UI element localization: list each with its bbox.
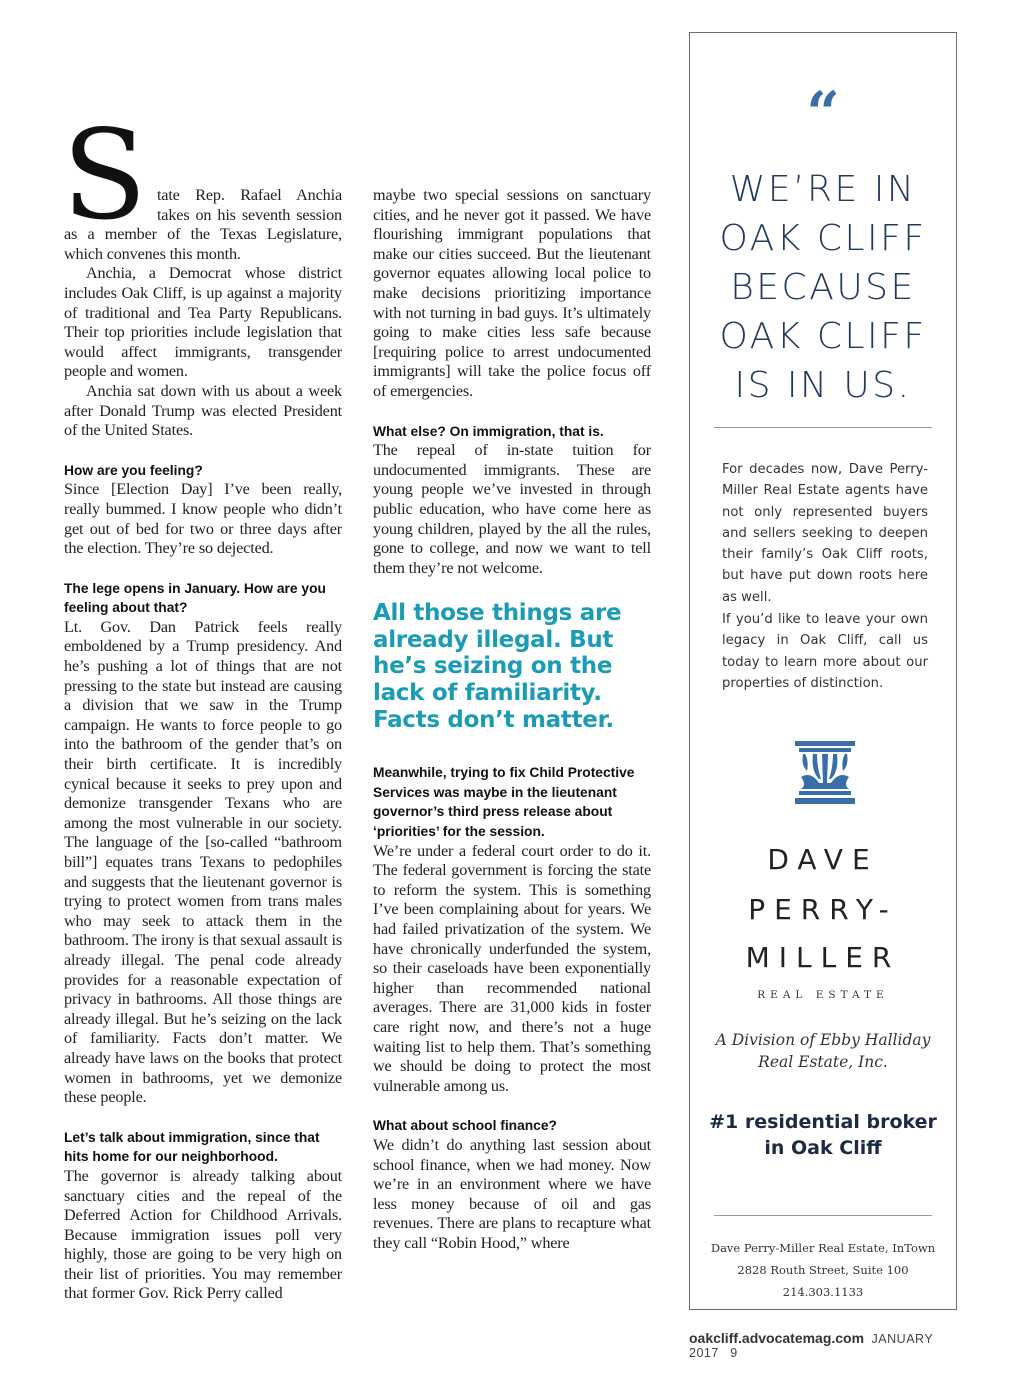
- tagline-line: #1 residential broker: [709, 1111, 937, 1133]
- drop-cap: S: [62, 104, 147, 248]
- ad-paragraph-decades: For decades now, Dave Perry-Miller Real Estate agents have not only represented buyers and sellers seeking to deepen their family’s Oak Cliff roots, but have put down roots here as well.: [722, 462, 928, 605]
- page-footer: [689, 1330, 957, 1360]
- answer-feeling: Since [Election Day] I’ve been really, really bummed. I know people who didn’t get out of bed for two or three days after the election. They’re so dejected.: [64, 480, 342, 558]
- question-cps: Meanwhile, trying to fix Child Protective Services was maybe in the lieutenant governor’s third press release about ‘priorities’ for the session.: [373, 765, 635, 840]
- answer-cps: We’re under a federal court order to do it. The federal government is forcing the state to reform the system. This is something I’ve been complaining about for years. We had failed privatization of the system. We have chronically underfunded the system, so their caseloads have been exponentially higher than recommended national averages. There are 31,000 kids in foster care right now, and there’s not a huge waiting list to help them. That’s something we should be doing to protect the most vulnerable among us.: [373, 841, 651, 1095]
- address-line: 2828 Routh Street, Suite 100: [737, 1263, 909, 1277]
- answer-lege: Lt. Gov. Dan Patrick feels really emboldened by a Trump presidency. And he’s pushing a lot of things that are not pressing to the state but instead are causing a division that we saw in the Trump campaign. He wants to force people to go into the bathroom of the gender that’s on their birth certificate. It is incredibly cynical because it seeks to prey upon and demonize transgender Texans who are among the most vulnerable in our society. The language of the [so-called “bathroom bill”] equates trans Texans to pedophiles and suggests that the lieutenant governor is trying to protect women from trans males who may seek to attack them in the bathroom. The irony is that sexual assault is already illegal. The penal code already provides for a reasonable expectation of privacy in bathrooms. All those things are already illegal. But he’s seizing on the lack of familiarity. Facts don’t matter. We already have laws on the books that protect women in bathrooms, yet we demonize these people.: [64, 617, 342, 1107]
- headline-line: WE’RE IN: [729, 169, 917, 210]
- site-url: oakcliff.advocatemag.com: [689, 1330, 865, 1346]
- address-block: [690, 1237, 956, 1303]
- divider: [714, 427, 932, 428]
- article-column-1: [64, 0, 342, 1304]
- brand-name-line2: PERRY-: [748, 893, 898, 926]
- interview-intro: Anchia sat down with us about a week after Donald Trump was elected President of the United States.: [64, 381, 342, 440]
- answer-immigration-continued: maybe two special sessions on sanctuary cities, and he never got it passed. We have flourishing immigrant populations that make our cities succeed. But the lieutenant governor equates allowing local police to make decisions prioritizing importance with not turning in bad guys. It’s ultimately going to make cities less safe because [requiring police to arrest undocumented immigrants] will take the police focus off of emergencies.: [373, 186, 651, 400]
- brand-name-line3: MILLER: [745, 941, 901, 974]
- pull-quote: All those things are already illegal. But he’s seizing on the lack of familiarity. Facts don’t matter.: [373, 600, 622, 733]
- question-feeling: How are you feeling?: [64, 462, 203, 478]
- quote-mark-icon: “: [806, 79, 840, 147]
- answer-what-else: The repeal of in-state tuition for undocumented immigrants. These are young people we’ve invested in through public education, who have come here as young children, played by the all the rules, gone to college, and now we want to tell them they’re not welcome.: [373, 441, 651, 577]
- divider: [714, 1215, 932, 1216]
- question-school-finance: What about school finance?: [373, 1118, 557, 1134]
- ad-tagline: [690, 1109, 956, 1161]
- brand-subtitle: REAL ESTATE: [757, 989, 889, 1001]
- ad-paragraph-legacy: If you’d like to leave your own legacy in Oak Cliff, call us today to learn more about our properties of distinction.: [722, 612, 928, 691]
- headline-line: BECAUSE: [730, 267, 916, 308]
- article-column-2: [373, 0, 651, 1254]
- issue-date: JANUARY 2017: [689, 1332, 933, 1360]
- headline-line: IS IN US.: [734, 365, 912, 406]
- intro-paragraph: tate Rep. Rafael Anchia takes on his seventh session as a member of the Texas Legislature, which convenes this month.: [64, 186, 342, 263]
- context-paragraph: Anchia, a Democrat whose district includes Oak Cliff, is up against a majority of traditional and Tea Party Republicans. Their top priorities include legislation that would affect immigrants, transgender people and women.: [64, 264, 342, 381]
- division-line: A Division of Ebby Halliday: [715, 1031, 931, 1049]
- answer-school-finance: We didn’t do anything last session about school finance, when we had money. Now we’re in an environment where we have less money because of oil and gas revenues. There are plans to recapture what they call “Robin Hood,” where: [373, 1135, 651, 1252]
- division-line: Real Estate, Inc.: [758, 1053, 888, 1071]
- address-line: Dave Perry-Miller Real Estate, InTown: [710, 1241, 936, 1255]
- headline-line: OAK CLIFF: [719, 316, 927, 357]
- advertisement-box: [689, 32, 957, 1310]
- page-number: 9: [730, 1346, 738, 1360]
- column-capital-icon: [795, 741, 855, 811]
- tagline-line: in Oak Cliff: [764, 1137, 882, 1159]
- brand-name-line1: DAVE: [767, 843, 879, 876]
- answer-immigration: The governor is already talking about sanctuary cities and the repeal of the Deferred Action for Childhood Arrivals. Because immigration issues poll very highly, those are going to be very high on their list of priorities. You may remember that former Gov. Rick Perry called: [64, 1166, 342, 1303]
- question-immigration: Let’s talk about immigration, since that hits home for our neighborhood.: [64, 1129, 320, 1165]
- ad-headline: [690, 165, 956, 410]
- question-what-else: What else? On immigration, that is.: [373, 423, 604, 439]
- phone-number: 214.303.1133: [782, 1285, 864, 1299]
- division-text: [690, 1029, 956, 1073]
- question-lege: The lege opens in January. How are you feeling about that?: [64, 580, 326, 616]
- headline-line: OAK CLIFF: [719, 218, 927, 259]
